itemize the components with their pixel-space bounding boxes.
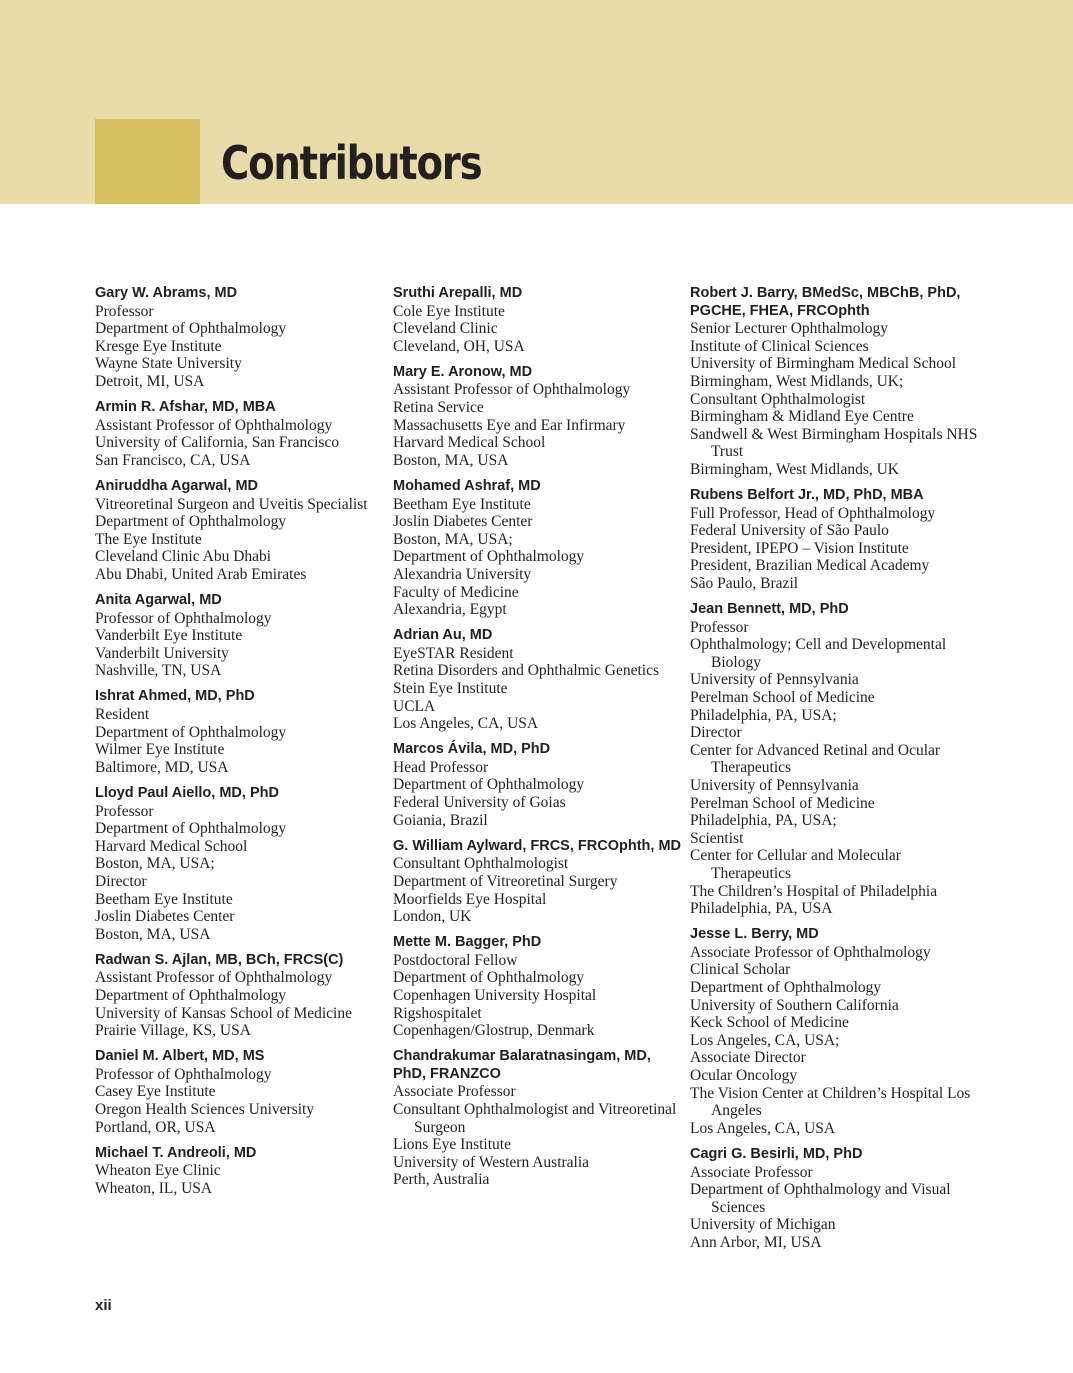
contributor-name: Mohamed Ashraf, MD bbox=[393, 477, 541, 494]
affiliation-line: Department of Ophthalmology bbox=[393, 969, 585, 987]
affiliation-line: Full Professor, Head of Ophthalmology bbox=[690, 504, 936, 522]
affiliation-line: Detroit, MI, USA bbox=[95, 372, 205, 390]
affiliation-line: President, IPEPO – Vision Institute bbox=[690, 539, 909, 557]
affiliation-line: Institute of Clinical Sciences bbox=[690, 337, 869, 355]
contributor-entry bbox=[393, 934, 683, 1040]
affiliation-line: Casey Eye Institute bbox=[95, 1083, 216, 1101]
affiliation-line: UCLA bbox=[393, 697, 436, 715]
contributor-name: Lloyd Paul Aiello, MD, PhD bbox=[95, 784, 279, 801]
affiliation-line: Boston, MA, USA; bbox=[95, 855, 215, 873]
affiliation-line: Perelman School of Medicine bbox=[690, 794, 875, 812]
affiliation-line: Professor of Ophthalmology bbox=[95, 609, 272, 627]
affiliation-line: Director bbox=[95, 872, 147, 890]
affiliation-line: University of Birmingham Medical School bbox=[690, 355, 957, 373]
affiliation-line: Cleveland, OH, USA bbox=[393, 337, 525, 355]
contributor-name: Daniel M. Albert, MD, MS bbox=[95, 1048, 265, 1065]
contributor-name: Aniruddha Agarwal, MD bbox=[95, 477, 258, 494]
contributor-entry bbox=[95, 1145, 385, 1198]
affiliation-line: Los Angeles, CA, USA bbox=[690, 1119, 836, 1137]
affiliation-line: Boston, MA, USA bbox=[95, 925, 211, 943]
affiliation-line: Professor of Ophthalmology bbox=[95, 1065, 272, 1083]
contributor-entry bbox=[95, 952, 385, 1040]
affiliation-line: Keck School of Medicine bbox=[690, 1014, 849, 1032]
contributor-name: Mette M. Bagger, PhD bbox=[393, 934, 542, 951]
affiliation-line: Associate Director bbox=[690, 1049, 806, 1067]
affiliation-line: Associate Professor bbox=[393, 1083, 516, 1101]
affiliation-line: The Children’s Hospital of Philadelphia bbox=[690, 882, 938, 900]
affiliation-line: Assistant Professor of Ophthalmology bbox=[393, 381, 631, 399]
contributor-entry bbox=[95, 785, 385, 943]
contributor-name: Chandrakumar Balaratnasingam, MD, PhD, FRANZCO bbox=[393, 1048, 651, 1082]
contributor-entry bbox=[95, 1048, 385, 1136]
affiliation-line: Oregon Health Sciences University bbox=[95, 1101, 315, 1119]
affiliation-line: Associate Professor of Ophthalmology bbox=[690, 943, 931, 961]
contributor-name: Anita Agarwal, MD bbox=[95, 592, 222, 608]
affiliation-line: Wheaton, IL, USA bbox=[95, 1179, 213, 1197]
contributor-entry bbox=[95, 688, 385, 776]
affiliation-line: University of Pennsylvania bbox=[690, 777, 859, 795]
affiliation-line: Abu Dhabi, United Arab Emirates bbox=[95, 565, 307, 583]
affiliation-line: London, UK bbox=[393, 908, 472, 926]
affiliation-line: Los Angeles, CA, USA bbox=[393, 715, 539, 733]
affiliation-line: The Eye Institute bbox=[95, 530, 202, 548]
affiliation-line: Vitreoretinal Surgeon and Uveitis Specialist bbox=[95, 495, 368, 513]
affiliation-line: Nashville, TN, USA bbox=[95, 662, 222, 680]
contributor-name: Sruthi Arepalli, MD bbox=[393, 285, 523, 301]
contributor-entry bbox=[690, 1146, 980, 1252]
affiliation-line: Alexandria University bbox=[393, 565, 532, 583]
affiliation-line: Cleveland Clinic Abu Dhabi bbox=[95, 548, 272, 566]
affiliation-line: Ocular Oncology bbox=[690, 1067, 798, 1085]
contributor-name: Adrian Au, MD bbox=[393, 627, 493, 644]
affiliation-line: Department of Vitreoretinal Surgery bbox=[393, 872, 618, 890]
affiliation-line: Rigshospitalet bbox=[393, 1004, 482, 1022]
affiliation-line: Postdoctoral Fellow bbox=[393, 951, 518, 969]
affiliation-line: Wheaton Eye Clinic bbox=[95, 1162, 221, 1180]
affiliation-line: Head Professor bbox=[393, 758, 489, 776]
affiliation-line: Wilmer Eye Institute bbox=[95, 741, 225, 759]
contributor-entry bbox=[95, 285, 385, 391]
affiliation-line: Center for Cellular and Molecular Therapeutics bbox=[690, 847, 901, 882]
affiliation-line: EyeSTAR Resident bbox=[393, 644, 514, 662]
affiliation-line: Prairie Village, KS, USA bbox=[95, 1022, 251, 1040]
affiliation-line: Massachusetts Eye and Ear Infirmary bbox=[393, 416, 626, 434]
contributor-entry bbox=[690, 487, 980, 593]
affiliation-line: Department of Ophthalmology and Visual Sciences bbox=[690, 1181, 951, 1216]
affiliation-line: The Vision Center at Children’s Hospital Los Angeles bbox=[690, 1084, 971, 1120]
affiliation-line: Director bbox=[690, 724, 742, 742]
affiliation-line: Goiania, Brazil bbox=[393, 811, 488, 829]
affiliation-line: Birmingham, West Midlands, UK; bbox=[690, 372, 904, 390]
affiliation-line: Sandwell & West Birmingham Hospitals NHS Trust bbox=[690, 425, 978, 461]
affiliation-line: Harvard Medical School bbox=[393, 434, 546, 452]
affiliation-line: Birmingham, West Midlands, UK bbox=[690, 460, 900, 478]
affiliation-line: Perelman School of Medicine bbox=[690, 689, 875, 707]
affiliation-line: Department of Ophthalmology bbox=[95, 513, 287, 531]
affiliation-line: Professor bbox=[690, 618, 749, 636]
affiliation-line: University of Southern California bbox=[690, 996, 899, 1014]
affiliation-line: Department of Ophthalmology bbox=[95, 986, 287, 1004]
title-accent-block bbox=[95, 119, 200, 204]
affiliation-line: Ann Arbor, MI, USA bbox=[690, 1233, 822, 1251]
contributor-entry bbox=[690, 601, 980, 918]
affiliation-line: Boston, MA, USA; bbox=[393, 530, 513, 548]
affiliation-line: Philadelphia, PA, USA; bbox=[690, 706, 837, 724]
contributors-column-2 bbox=[393, 285, 683, 1198]
affiliation-line: Consultant Ophthalmologist bbox=[690, 390, 866, 408]
affiliation-line: Copenhagen/Glostrup, Denmark bbox=[393, 1022, 595, 1040]
affiliation-line: Moorfields Eye Hospital bbox=[393, 890, 547, 908]
affiliation-line: Vanderbilt University bbox=[95, 644, 229, 662]
affiliation-line: Professor bbox=[95, 802, 154, 820]
contributor-entry bbox=[690, 926, 980, 1137]
affiliation-line: Resident bbox=[95, 706, 150, 724]
contributor-entry bbox=[690, 285, 980, 479]
contributors-column-3 bbox=[690, 285, 980, 1260]
affiliation-line: Professor bbox=[95, 302, 154, 320]
contributor-name: Michael T. Andreoli, MD bbox=[95, 1144, 257, 1161]
affiliation-line: Department of Ophthalmology bbox=[393, 776, 585, 794]
contributor-name: Jean Bennett, MD, PhD bbox=[690, 601, 849, 618]
affiliation-line: Cole Eye Institute bbox=[393, 302, 505, 320]
affiliation-line: University of Michigan bbox=[690, 1216, 836, 1234]
affiliation-line: Stein Eye Institute bbox=[393, 679, 508, 697]
affiliation-line: Harvard Medical School bbox=[95, 837, 248, 855]
affiliation-line: President, Brazilian Medical Academy bbox=[690, 557, 930, 575]
contributor-name: Armin R. Afshar, MD, MBA bbox=[95, 399, 276, 416]
contributor-entry bbox=[393, 1048, 683, 1189]
affiliation-line: Alexandria, Egypt bbox=[393, 601, 507, 619]
page-number: xii bbox=[95, 1297, 112, 1314]
contributor-name: Radwan S. Ajlan, MB, BCh, FRCS(C) bbox=[95, 951, 344, 968]
affiliation-line: Department of Ophthalmology bbox=[690, 979, 882, 997]
affiliation-line: University of Western Australia bbox=[393, 1153, 590, 1171]
contributors-column-1 bbox=[95, 285, 385, 1206]
affiliation-line: Wayne State University bbox=[95, 355, 242, 373]
affiliation-line: Scientist bbox=[690, 829, 744, 847]
affiliation-line: Department of Ophthalmology bbox=[95, 723, 287, 741]
affiliation-line: Department of Ophthalmology bbox=[393, 548, 585, 566]
affiliation-line: Philadelphia, PA, USA bbox=[690, 900, 833, 918]
contributor-name: Rubens Belfort Jr., MD, PhD, MBA bbox=[690, 487, 924, 504]
affiliation-line: Lions Eye Institute bbox=[393, 1136, 511, 1154]
affiliation-line: Los Angeles, CA, USA; bbox=[690, 1031, 840, 1049]
affiliation-line: Kresge Eye Institute bbox=[95, 337, 222, 355]
affiliation-line: Faculty of Medicine bbox=[393, 583, 519, 601]
affiliation-line: São Paulo, Brazil bbox=[690, 575, 799, 592]
affiliation-line: Assistant Professor of Ophthalmology bbox=[95, 969, 333, 987]
affiliation-line: Senior Lecturer Ophthalmology bbox=[690, 320, 889, 338]
affiliation-line: Center for Advanced Retinal and Ocular Therapeutics bbox=[690, 741, 941, 777]
affiliation-line: Beetham Eye Institute bbox=[393, 495, 531, 513]
contributor-name: Mary E. Aronow, MD bbox=[393, 363, 533, 380]
affiliation-line: University of Pennsylvania bbox=[690, 671, 859, 689]
affiliation-line: Joslin Diabetes Center bbox=[95, 908, 235, 926]
affiliation-line: University of Kansas School of Medicine bbox=[95, 1004, 352, 1022]
contributor-entry bbox=[393, 478, 683, 619]
affiliation-line: Federal University of São Paulo bbox=[690, 522, 889, 540]
contributor-name: Jesse L. Berry, MD bbox=[690, 926, 819, 943]
contributor-entry bbox=[393, 627, 683, 733]
contributor-name: Ishrat Ahmed, MD, PhD bbox=[95, 688, 255, 705]
affiliation-line: Beetham Eye Institute bbox=[95, 890, 233, 908]
contributor-entry bbox=[393, 364, 683, 470]
contributor-entry bbox=[95, 478, 385, 584]
affiliation-line: Assistant Professor of Ophthalmology bbox=[95, 416, 333, 434]
contributor-name: Marcos Ávila, MD, PhD bbox=[393, 741, 551, 758]
affiliation-line: University of California, San Francisco bbox=[95, 434, 340, 452]
contributor-entry bbox=[393, 285, 683, 355]
contributor-name: Robert J. Barry, BMedSc, MBChB, PhD, PGCHE, FHEA, FRCOphth bbox=[690, 285, 961, 319]
affiliation-line: Retina Service bbox=[393, 399, 484, 417]
contributor-name: G. William Aylward, FRCS, FRCOphth, MD bbox=[393, 837, 681, 854]
contributor-entry bbox=[95, 399, 385, 469]
affiliation-line: Philadelphia, PA, USA; bbox=[690, 812, 837, 830]
affiliation-line: Vanderbilt Eye Institute bbox=[95, 627, 243, 645]
affiliation-line: Birmingham & Midland Eye Centre bbox=[690, 408, 914, 426]
affiliation-line: Copenhagen University Hospital bbox=[393, 986, 597, 1004]
affiliation-line: Clinical Scholar bbox=[690, 961, 791, 979]
affiliation-line: Federal University of Goias bbox=[393, 794, 566, 812]
affiliation-line: Baltimore, MD, USA bbox=[95, 758, 229, 776]
contributor-name: Cagri G. Besirli, MD, PhD bbox=[690, 1145, 863, 1162]
affiliation-line: Associate Professor bbox=[690, 1163, 813, 1181]
affiliation-line: Cleveland Clinic bbox=[393, 320, 498, 338]
affiliation-line: Retina Disorders and Ophthalmic Genetics bbox=[393, 662, 660, 680]
affiliation-line: Ophthalmology; Cell and Developmental Biology bbox=[690, 636, 947, 671]
affiliation-line: Boston, MA, USA bbox=[393, 451, 509, 469]
affiliation-line: San Francisco, CA, USA bbox=[95, 451, 251, 469]
contributor-entry bbox=[393, 838, 683, 926]
contributor-entry bbox=[95, 592, 385, 680]
contributor-entry bbox=[393, 741, 683, 829]
page-title: Contributors bbox=[221, 136, 482, 190]
affiliation-line: Perth, Australia bbox=[393, 1171, 490, 1189]
affiliation-line: Consultant Ophthalmologist and Vitreoretinal Surgeon bbox=[393, 1101, 677, 1136]
affiliation-line: Consultant Ophthalmologist bbox=[393, 855, 569, 873]
affiliation-line: Portland, OR, USA bbox=[95, 1118, 216, 1136]
contributor-name: Gary W. Abrams, MD bbox=[95, 285, 238, 301]
affiliation-line: Department of Ophthalmology bbox=[95, 320, 287, 338]
affiliation-line: Joslin Diabetes Center bbox=[393, 513, 533, 531]
affiliation-line: Department of Ophthalmology bbox=[95, 820, 287, 838]
